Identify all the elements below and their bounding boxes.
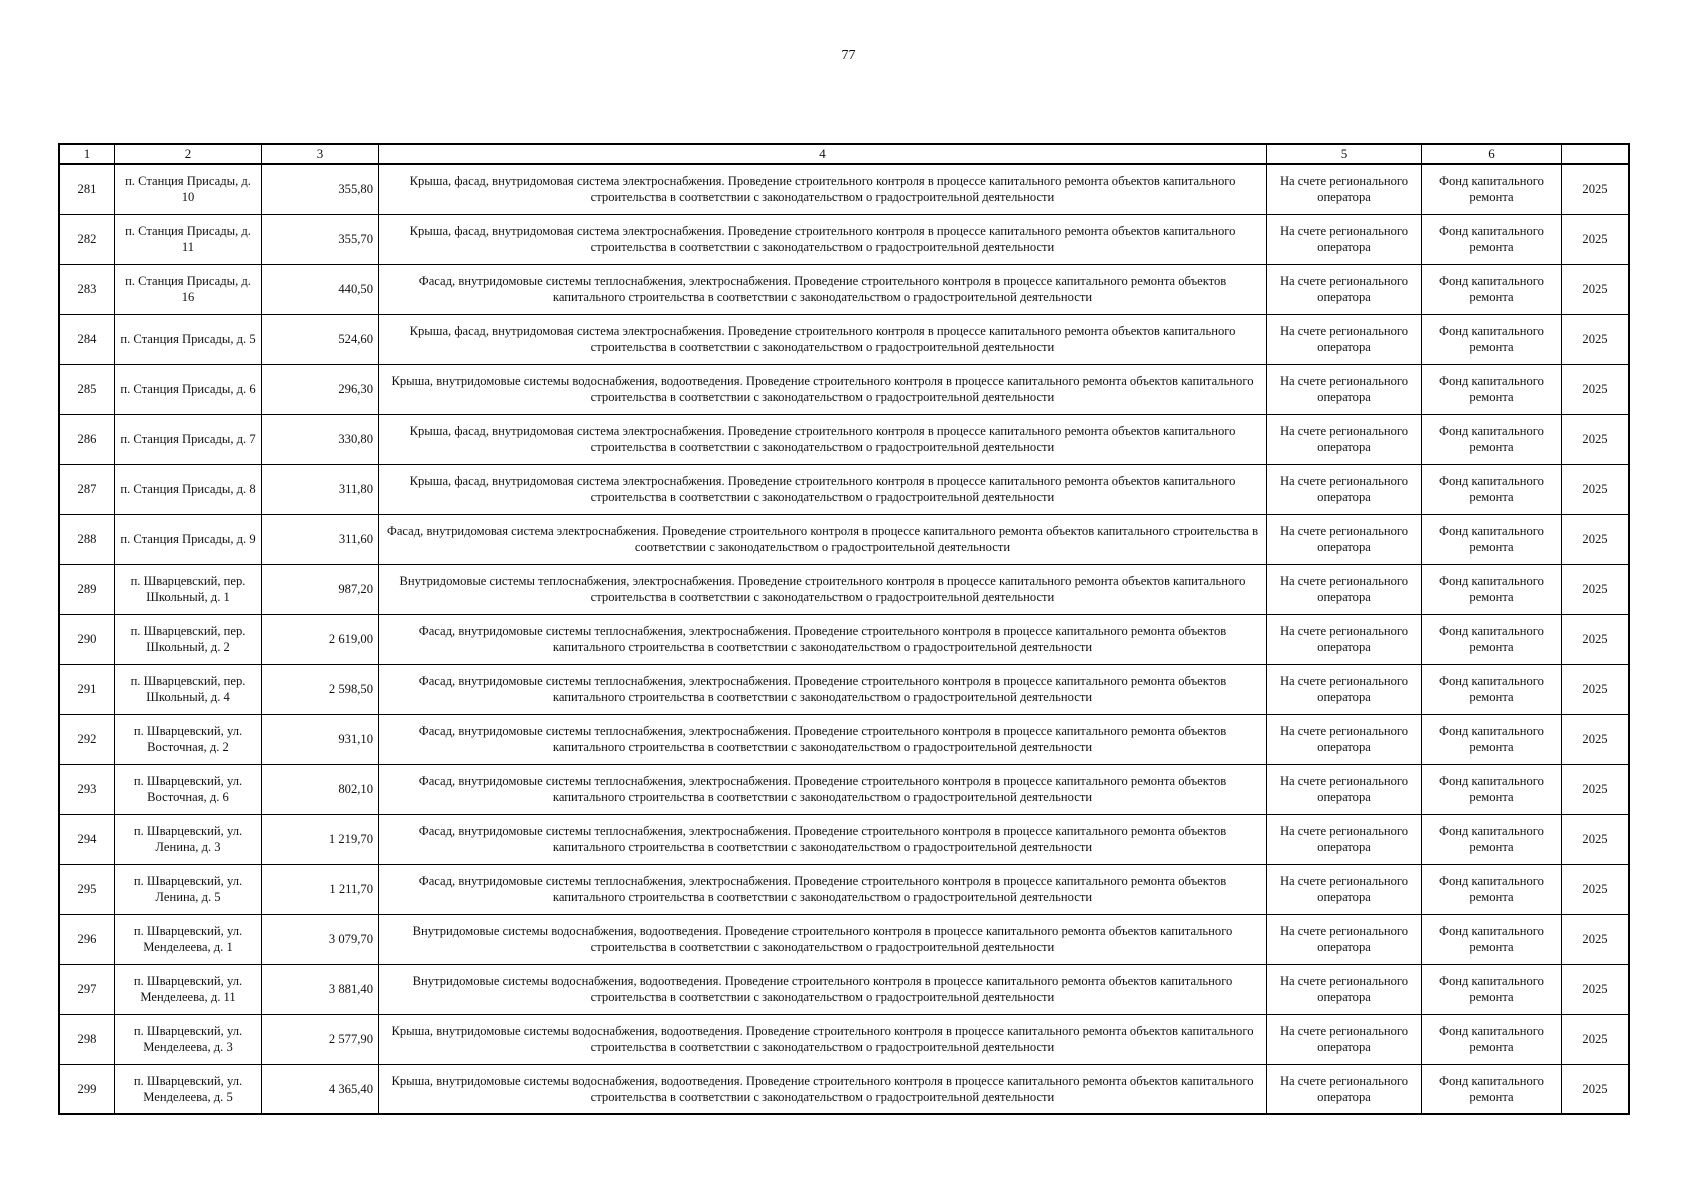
- source-cell: Фонд капитального ремонта: [1422, 914, 1562, 964]
- account-cell: На счете регионального оператора: [1267, 414, 1422, 464]
- area-cell: 440,50: [262, 264, 379, 314]
- year-cell: 2025: [1562, 464, 1630, 514]
- table-row: [59, 364, 1629, 414]
- table-row: [59, 864, 1629, 914]
- row-number: 286: [59, 414, 115, 464]
- row-number: 292: [59, 714, 115, 764]
- works-cell: Крыша, внутридомовые системы водоснабжения, водоотведения. Проведение строительного контроля в процессе капитального ремонта объектов капитального строительства в соответствии с законодательством о градостроительной деятельности: [379, 1014, 1267, 1064]
- address-cell: п. Станция Присады, д. 5: [115, 314, 262, 364]
- year-cell: 2025: [1562, 364, 1630, 414]
- row-number: 295: [59, 864, 115, 914]
- area-cell: 2 598,50: [262, 664, 379, 714]
- row-number: 287: [59, 464, 115, 514]
- source-cell: Фонд капитального ремонта: [1422, 414, 1562, 464]
- source-cell: Фонд капитального ремонта: [1422, 614, 1562, 664]
- account-cell: На счете регионального оператора: [1267, 764, 1422, 814]
- area-cell: 987,20: [262, 564, 379, 614]
- row-number: 294: [59, 814, 115, 864]
- row-number: 298: [59, 1014, 115, 1064]
- account-cell: На счете регионального оператора: [1267, 514, 1422, 564]
- account-cell: На счете регионального оператора: [1267, 964, 1422, 1014]
- address-cell: п. Шварцевский, ул. Ленина, д. 5: [115, 864, 262, 914]
- address-cell: п. Станция Присады, д. 6: [115, 364, 262, 414]
- year-cell: 2025: [1562, 914, 1630, 964]
- address-cell: п. Станция Присады, д. 8: [115, 464, 262, 514]
- row-number: 293: [59, 764, 115, 814]
- area-cell: 4 365,40: [262, 1064, 379, 1114]
- year-cell: 2025: [1562, 264, 1630, 314]
- works-cell: Фасад, внутридомовые системы теплоснабжения, электроснабжения. Проведение строительного контроля в процессе капитального ремонта объектов капитального строительства в соответствии с законодательством о градостроительной деятельности: [379, 664, 1267, 714]
- source-cell: Фонд капитального ремонта: [1422, 764, 1562, 814]
- works-cell: Крыша, фасад, внутридомовая система электроснабжения. Проведение строительного контроля в процессе капитального ремонта объектов капитального строительства в соответствии с законодательством о градостроительной деятельности: [379, 164, 1267, 214]
- works-cell: Фасад, внутридомовые системы теплоснабжения, электроснабжения. Проведение строительного контроля в процессе капитального ремонта объектов капитального строительства в соответствии с законодательством о градостроительной деятельности: [379, 614, 1267, 664]
- works-cell: Внутридомовые системы водоснабжения, водоотведения. Проведение строительного контроля в процессе капитального ремонта объектов капитального строительства в соответствии с законодательством о градостроительной деятельности: [379, 914, 1267, 964]
- works-cell: Внутридомовые системы водоснабжения, водоотведения. Проведение строительного контроля в процессе капитального ремонта объектов капитального строительства в соответствии с законодательством о градостроительной деятельности: [379, 964, 1267, 1014]
- year-cell: 2025: [1562, 664, 1630, 714]
- row-number: 299: [59, 1064, 115, 1114]
- address-cell: п. Шварцевский, пер. Школьный, д. 4: [115, 664, 262, 714]
- area-cell: 1 211,70: [262, 864, 379, 914]
- area-cell: 2 619,00: [262, 614, 379, 664]
- col-header-6: 6: [1422, 144, 1562, 164]
- account-cell: На счете регионального оператора: [1267, 214, 1422, 264]
- account-cell: На счете регионального оператора: [1267, 464, 1422, 514]
- source-cell: Фонд капитального ремонта: [1422, 964, 1562, 1014]
- works-cell: Фасад, внутридомовая система электроснабжения. Проведение строительного контроля в процессе капитального ремонта объектов капитального строительства в соответствии с законодательством о градостроительной деятельности: [379, 514, 1267, 564]
- account-cell: На счете регионального оператора: [1267, 864, 1422, 914]
- row-number: 282: [59, 214, 115, 264]
- source-cell: Фонд капитального ремонта: [1422, 214, 1562, 264]
- col-header-2: 2: [115, 144, 262, 164]
- source-cell: Фонд капитального ремонта: [1422, 814, 1562, 864]
- account-cell: На счете регионального оператора: [1267, 164, 1422, 214]
- col-header-4: 4: [379, 144, 1267, 164]
- year-cell: 2025: [1562, 514, 1630, 564]
- table-row: [59, 264, 1629, 314]
- area-cell: 355,70: [262, 214, 379, 264]
- source-cell: Фонд капитального ремонта: [1422, 664, 1562, 714]
- works-cell: Фасад, внутридомовые системы теплоснабжения, электроснабжения. Проведение строительного контроля в процессе капитального ремонта объектов капитального строительства в соответствии с законодательством о градостроительной деятельности: [379, 814, 1267, 864]
- source-cell: Фонд капитального ремонта: [1422, 464, 1562, 514]
- year-cell: 2025: [1562, 814, 1630, 864]
- row-number: 285: [59, 364, 115, 414]
- table-row: [59, 714, 1629, 764]
- account-cell: На счете регионального оператора: [1267, 564, 1422, 614]
- year-cell: 2025: [1562, 314, 1630, 364]
- table-row: [59, 414, 1629, 464]
- year-cell: 2025: [1562, 1014, 1630, 1064]
- row-number: 281: [59, 164, 115, 214]
- account-cell: На счете регионального оператора: [1267, 814, 1422, 864]
- table-row: [59, 214, 1629, 264]
- col-header-3: 3: [262, 144, 379, 164]
- works-cell: Крыша, фасад, внутридомовая система электроснабжения. Проведение строительного контроля в процессе капитального ремонта объектов капитального строительства в соответствии с законодательством о градостроительной деятельности: [379, 464, 1267, 514]
- account-cell: На счете регионального оператора: [1267, 364, 1422, 414]
- source-cell: Фонд капитального ремонта: [1422, 864, 1562, 914]
- account-cell: На счете регионального оператора: [1267, 1064, 1422, 1114]
- table-row: [59, 914, 1629, 964]
- account-cell: На счете регионального оператора: [1267, 614, 1422, 664]
- source-cell: Фонд капитального ремонта: [1422, 514, 1562, 564]
- year-cell: 2025: [1562, 214, 1630, 264]
- table-row: [59, 614, 1629, 664]
- area-cell: 311,60: [262, 514, 379, 564]
- account-cell: На счете регионального оператора: [1267, 1014, 1422, 1064]
- year-cell: 2025: [1562, 414, 1630, 464]
- col-header-1: 1: [59, 144, 115, 164]
- year-cell: 2025: [1562, 164, 1630, 214]
- year-cell: 2025: [1562, 564, 1630, 614]
- row-number: 283: [59, 264, 115, 314]
- row-number: 289: [59, 564, 115, 614]
- account-cell: На счете регионального оператора: [1267, 714, 1422, 764]
- table-row: [59, 1014, 1629, 1064]
- table-row: [59, 564, 1629, 614]
- source-cell: Фонд капитального ремонта: [1422, 564, 1562, 614]
- table-body: [59, 164, 1629, 1114]
- area-cell: 2 577,90: [262, 1014, 379, 1064]
- account-cell: На счете регионального оператора: [1267, 264, 1422, 314]
- address-cell: п. Станция Присады, д. 16: [115, 264, 262, 314]
- area-cell: 1 219,70: [262, 814, 379, 864]
- table-header-row: [59, 144, 1629, 164]
- area-cell: 330,80: [262, 414, 379, 464]
- area-cell: 3 079,70: [262, 914, 379, 964]
- area-cell: 802,10: [262, 764, 379, 814]
- year-cell: 2025: [1562, 714, 1630, 764]
- table-row: [59, 764, 1629, 814]
- source-cell: Фонд капитального ремонта: [1422, 364, 1562, 414]
- address-cell: п. Станция Присады, д. 7: [115, 414, 262, 464]
- works-cell: Крыша, фасад, внутридомовая система электроснабжения. Проведение строительного контроля в процессе капитального ремонта объектов капитального строительства в соответствии с законодательством о градостроительной деятельности: [379, 314, 1267, 364]
- table-row: [59, 664, 1629, 714]
- works-cell: Крыша, фасад, внутридомовая система электроснабжения. Проведение строительного контроля в процессе капитального ремонта объектов капитального строительства в соответствии с законодательством о градостроительной деятельности: [379, 214, 1267, 264]
- table-row: [59, 164, 1629, 214]
- address-cell: п. Шварцевский, ул. Менделеева, д. 1: [115, 914, 262, 964]
- year-cell: 2025: [1562, 964, 1630, 1014]
- area-cell: 524,60: [262, 314, 379, 364]
- source-cell: Фонд капитального ремонта: [1422, 1064, 1562, 1114]
- works-cell: Крыша, внутридомовые системы водоснабжения, водоотведения. Проведение строительного контроля в процессе капитального ремонта объектов капитального строительства в соответствии с законодательством о градостроительной деятельности: [379, 364, 1267, 414]
- account-cell: На счете регионального оператора: [1267, 664, 1422, 714]
- source-cell: Фонд капитального ремонта: [1422, 164, 1562, 214]
- page-number: 77: [841, 48, 856, 63]
- source-cell: Фонд капитального ремонта: [1422, 714, 1562, 764]
- works-cell: Крыша, фасад, внутридомовая система электроснабжения. Проведение строительного контроля в процессе капитального ремонта объектов капитального строительства в соответствии с законодательством о градостроительной деятельности: [379, 414, 1267, 464]
- source-cell: Фонд капитального ремонта: [1422, 314, 1562, 364]
- table-row: [59, 464, 1629, 514]
- year-cell: 2025: [1562, 764, 1630, 814]
- address-cell: п. Шварцевский, ул. Восточная, д. 6: [115, 764, 262, 814]
- address-cell: п. Шварцевский, ул. Менделеева, д. 3: [115, 1014, 262, 1064]
- address-cell: п. Станция Присады, д. 11: [115, 214, 262, 264]
- area-cell: 931,10: [262, 714, 379, 764]
- address-cell: п. Шварцевский, пер. Школьный, д. 1: [115, 564, 262, 614]
- row-number: 296: [59, 914, 115, 964]
- account-cell: На счете регионального оператора: [1267, 314, 1422, 364]
- source-cell: Фонд капитального ремонта: [1422, 1014, 1562, 1064]
- row-number: 288: [59, 514, 115, 564]
- area-cell: 3 881,40: [262, 964, 379, 1014]
- address-cell: п. Станция Присады, д. 9: [115, 514, 262, 564]
- table-row: [59, 1064, 1629, 1114]
- row-number: 297: [59, 964, 115, 1014]
- source-cell: Фонд капитального ремонта: [1422, 264, 1562, 314]
- row-number: 284: [59, 314, 115, 364]
- col-header-5: 5: [1267, 144, 1422, 164]
- year-cell: 2025: [1562, 864, 1630, 914]
- table-row: [59, 964, 1629, 1014]
- area-cell: 311,80: [262, 464, 379, 514]
- table-row: [59, 314, 1629, 364]
- works-cell: Крыша, внутридомовые системы водоснабжения, водоотведения. Проведение строительного контроля в процессе капитального ремонта объектов капитального строительства в соответствии с законодательством о градостроительной деятельности: [379, 1064, 1267, 1114]
- year-cell: 2025: [1562, 1064, 1630, 1114]
- works-cell: Фасад, внутридомовые системы теплоснабжения, электроснабжения. Проведение строительного контроля в процессе капитального ремонта объектов капитального строительства в соответствии с законодательством о градостроительной деятельности: [379, 864, 1267, 914]
- address-cell: п. Шварцевский, пер. Школьный, д. 2: [115, 614, 262, 664]
- col-header-7: [1562, 144, 1630, 164]
- account-cell: На счете регионального оператора: [1267, 914, 1422, 964]
- year-cell: 2025: [1562, 614, 1630, 664]
- works-cell: Фасад, внутридомовые системы теплоснабжения, электроснабжения. Проведение строительного контроля в процессе капитального ремонта объектов капитального строительства в соответствии с законодательством о градостроительной деятельности: [379, 764, 1267, 814]
- table-row: [59, 814, 1629, 864]
- address-cell: п. Шварцевский, ул. Восточная, д. 2: [115, 714, 262, 764]
- table-row: [59, 514, 1629, 564]
- address-cell: п. Шварцевский, ул. Менделеева, д. 11: [115, 964, 262, 1014]
- works-cell: Внутридомовые системы теплоснабжения, электроснабжения. Проведение строительного контроля в процессе капитального ремонта объектов капитального строительства в соответствии с законодательством о градостроительной деятельности: [379, 564, 1267, 614]
- address-cell: п. Станция Присады, д. 10: [115, 164, 262, 214]
- address-cell: п. Шварцевский, ул. Ленина, д. 3: [115, 814, 262, 864]
- capital-repair-table: [58, 143, 1630, 1115]
- row-number: 290: [59, 614, 115, 664]
- works-cell: Фасад, внутридомовые системы теплоснабжения, электроснабжения. Проведение строительного контроля в процессе капитального ремонта объектов капитального строительства в соответствии с законодательством о градостроительной деятельности: [379, 714, 1267, 764]
- row-number: 291: [59, 664, 115, 714]
- address-cell: п. Шварцевский, ул. Менделеева, д. 5: [115, 1064, 262, 1114]
- area-cell: 355,80: [262, 164, 379, 214]
- area-cell: 296,30: [262, 364, 379, 414]
- works-cell: Фасад, внутридомовые системы теплоснабжения, электроснабжения. Проведение строительного контроля в процессе капитального ремонта объектов капитального строительства в соответствии с законодательством о градостроительной деятельности: [379, 264, 1267, 314]
